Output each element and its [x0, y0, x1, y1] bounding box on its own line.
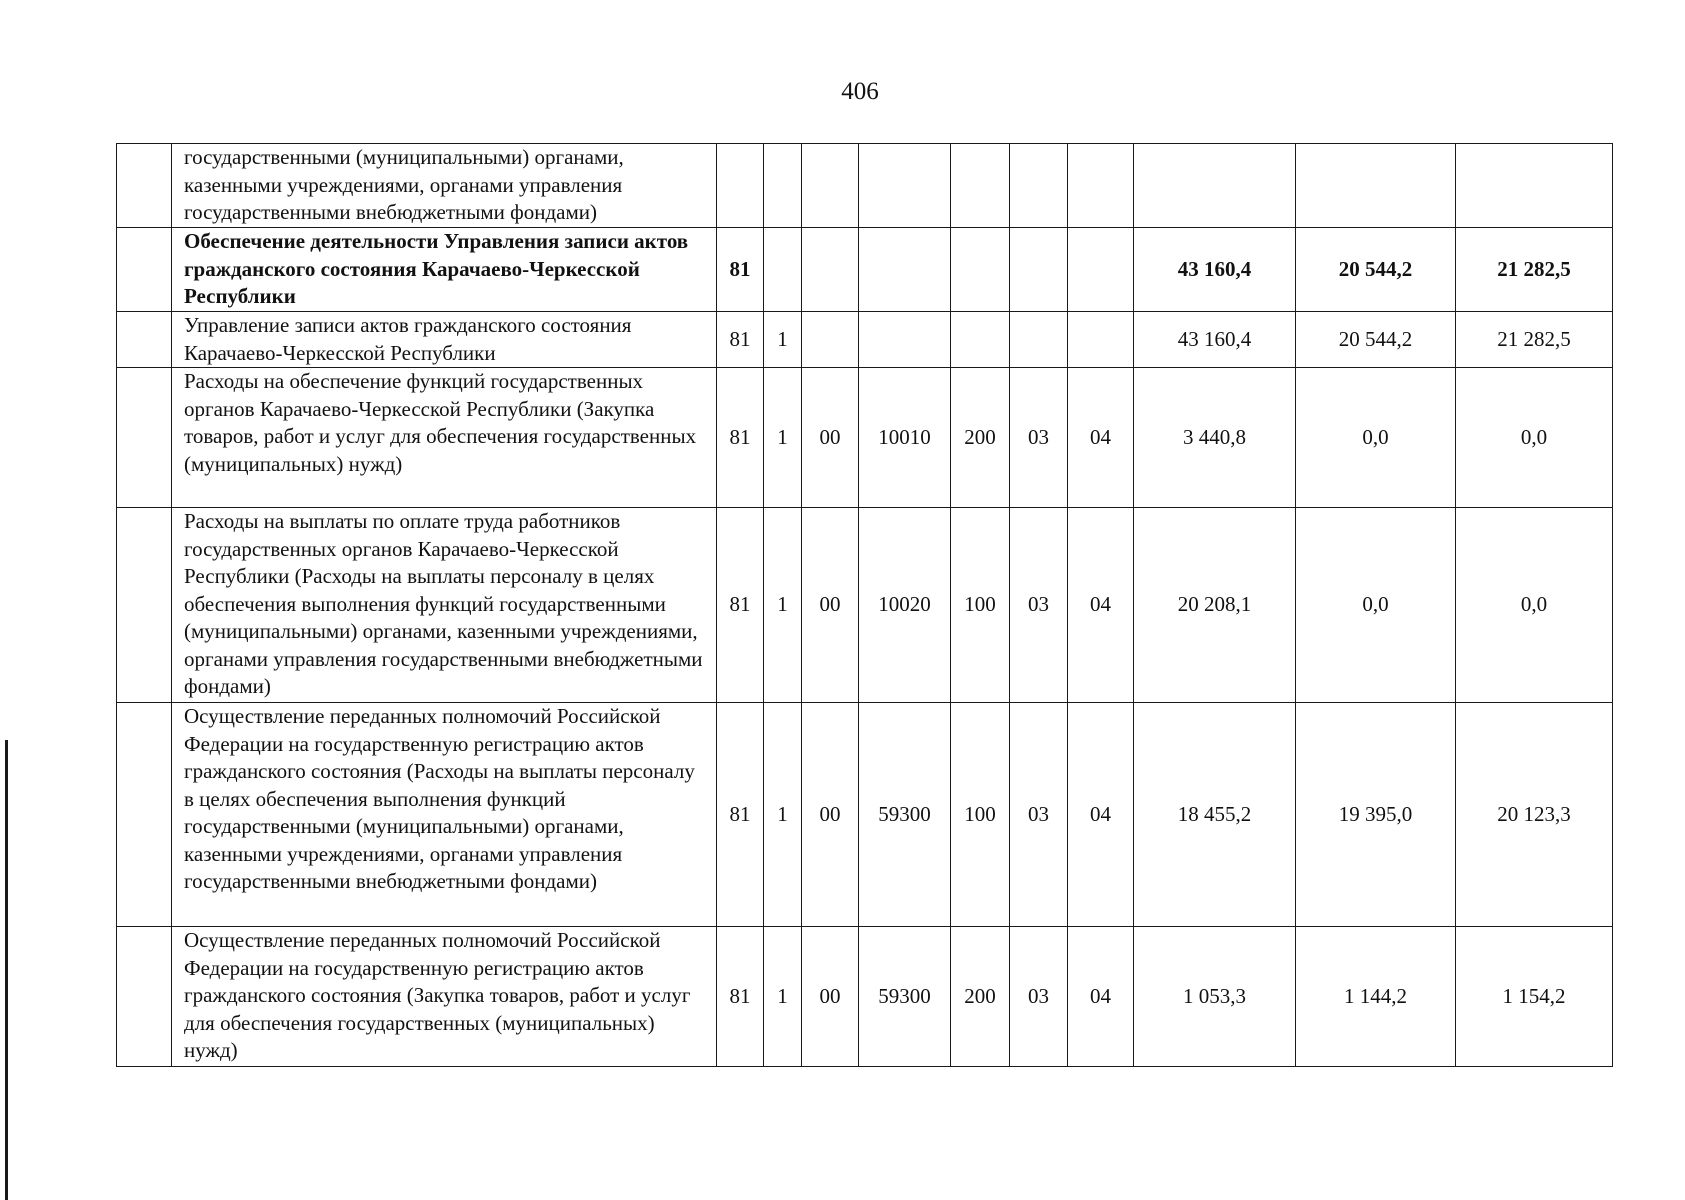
- code-cell: [859, 228, 951, 312]
- amount-cell: 0,0: [1456, 368, 1613, 508]
- description-cell: Расходы на выплаты по оплате труда работников государственных органов Карачаево-Черкесской Республики (Расходы на выплаты персоналу в целях обеспечения выполнения функций государственными (муниципальными) органами, казенными учреждениями, органами управления государственными внебюджетными фондами): [172, 508, 717, 703]
- index-cell: [117, 144, 172, 228]
- description-cell: Расходы на обеспечение функций государственных органов Карачаево-Черкесской Республики (Закупка товаров, работ и услуг для обеспечения государственных (муниципальных) нужд): [172, 368, 717, 508]
- amount-cell: 21 282,5: [1456, 312, 1613, 368]
- code-cell: [1010, 228, 1068, 312]
- index-cell: [117, 508, 172, 703]
- index-cell: [117, 703, 172, 927]
- code-cell: 100: [951, 508, 1010, 703]
- amount-cell: 19 395,0: [1296, 703, 1456, 927]
- code-cell: 10010: [859, 368, 951, 508]
- index-cell: [117, 927, 172, 1067]
- amount-cell: 0,0: [1296, 508, 1456, 703]
- code-cell: [951, 144, 1010, 228]
- code-cell: [764, 144, 802, 228]
- code-cell: 04: [1068, 368, 1134, 508]
- code-cell: [859, 312, 951, 368]
- amount-cell: 0,0: [1296, 368, 1456, 508]
- amount-cell: [1296, 144, 1456, 228]
- code-cell: 81: [717, 703, 764, 927]
- code-cell: [951, 312, 1010, 368]
- code-cell: [764, 228, 802, 312]
- code-cell: 100: [951, 703, 1010, 927]
- code-cell: 00: [802, 927, 859, 1067]
- code-cell: 81: [717, 508, 764, 703]
- amount-cell: 20 208,1: [1134, 508, 1296, 703]
- table-row: [117, 508, 1613, 703]
- code-cell: [859, 144, 951, 228]
- code-cell: 200: [951, 368, 1010, 508]
- index-cell: [117, 228, 172, 312]
- table-row: [117, 927, 1613, 1067]
- code-cell: 10020: [859, 508, 951, 703]
- amount-cell: 1 053,3: [1134, 927, 1296, 1067]
- code-cell: [717, 144, 764, 228]
- code-cell: 200: [951, 927, 1010, 1067]
- code-cell: [1010, 144, 1068, 228]
- code-cell: [1068, 312, 1134, 368]
- amount-cell: 3 440,8: [1134, 368, 1296, 508]
- code-cell: 1: [764, 927, 802, 1067]
- code-cell: 59300: [859, 703, 951, 927]
- description-cell: Управление записи актов гражданского состояния Карачаево-Черкесской Республики: [172, 312, 717, 368]
- page-number: 406: [841, 78, 879, 105]
- code-cell: [1068, 228, 1134, 312]
- description-cell: государственными (муниципальными) органами, казенными учреждениями, органами управления государственными внебюджетными фондами): [172, 144, 717, 228]
- table-row: [117, 312, 1613, 368]
- index-cell: [117, 312, 172, 368]
- code-cell: 04: [1068, 703, 1134, 927]
- code-cell: [951, 228, 1010, 312]
- code-cell: 04: [1068, 508, 1134, 703]
- code-cell: 00: [802, 368, 859, 508]
- table-row: [117, 144, 1613, 228]
- code-cell: 03: [1010, 368, 1068, 508]
- code-cell: 1: [764, 312, 802, 368]
- index-cell: [117, 368, 172, 508]
- code-cell: 03: [1010, 927, 1068, 1067]
- amount-cell: 43 160,4: [1134, 228, 1296, 312]
- code-cell: 00: [802, 508, 859, 703]
- table-row: [117, 228, 1613, 312]
- amount-cell: 21 282,5: [1456, 228, 1613, 312]
- code-cell: 03: [1010, 508, 1068, 703]
- code-cell: 81: [717, 312, 764, 368]
- amount-cell: 43 160,4: [1134, 312, 1296, 368]
- amount-cell: [1134, 144, 1296, 228]
- code-cell: 81: [717, 228, 764, 312]
- amount-cell: 0,0: [1456, 508, 1613, 703]
- amount-cell: 1 144,2: [1296, 927, 1456, 1067]
- budget-table: [116, 143, 1613, 1067]
- amount-cell: 20 544,2: [1296, 312, 1456, 368]
- table-row: [117, 703, 1613, 927]
- code-cell: [802, 312, 859, 368]
- code-cell: 04: [1068, 927, 1134, 1067]
- amount-cell: 1 154,2: [1456, 927, 1613, 1067]
- code-cell: 81: [717, 927, 764, 1067]
- amount-cell: 20 544,2: [1296, 228, 1456, 312]
- code-cell: 03: [1010, 703, 1068, 927]
- code-cell: 59300: [859, 927, 951, 1067]
- description-cell: Осуществление переданных полномочий Российской Федерации на государственную регистрацию актов гражданского состояния (Закупка товаров, работ и услуг для обеспечения государственных (муниципальных) нужд): [172, 927, 717, 1067]
- code-cell: [802, 228, 859, 312]
- code-cell: 1: [764, 508, 802, 703]
- code-cell: [802, 144, 859, 228]
- code-cell: [1068, 144, 1134, 228]
- description-cell: Обеспечение деятельности Управления записи актов гражданского состояния Карачаево-Черкесской Республики: [172, 228, 717, 312]
- amount-cell: 20 123,3: [1456, 703, 1613, 927]
- amount-cell: [1456, 144, 1613, 228]
- code-cell: 81: [717, 368, 764, 508]
- table-row: [117, 368, 1613, 508]
- code-cell: 1: [764, 368, 802, 508]
- description-cell: Осуществление переданных полномочий Российской Федерации на государственную регистрацию актов гражданского состояния (Расходы на выплаты персоналу в целях обеспечения выполнения функций государственными (муниципальными) органами, казенными учреждениями, органами управления государственными внебюджетными фондами): [172, 703, 717, 927]
- code-cell: [1010, 312, 1068, 368]
- code-cell: 1: [764, 703, 802, 927]
- code-cell: 00: [802, 703, 859, 927]
- amount-cell: 18 455,2: [1134, 703, 1296, 927]
- scan-edge-line: [5, 740, 8, 1200]
